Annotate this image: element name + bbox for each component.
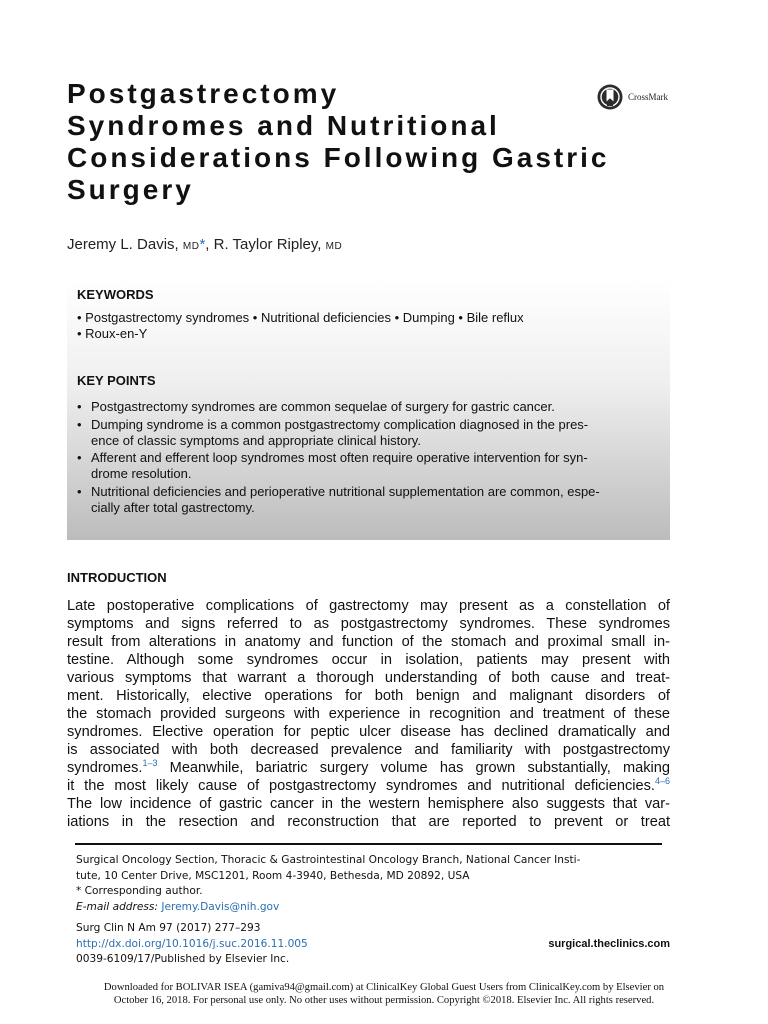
key-points-list — [77, 399, 657, 517]
body-line — [67, 759, 670, 777]
body-line: syndromes. Elective operation for peptic ulcer disease has declined dramatically and — [67, 724, 670, 740]
body-line: Late postoperative complications of gastrectomy may present as a constellation of — [67, 598, 670, 614]
citation-ref-link[interactable]: 1–3 — [142, 758, 158, 769]
corresponding-author-mark[interactable]: * — [199, 236, 206, 253]
body-line: symptoms and signs referred to as postgastrectomy syndromes. These syndromes — [67, 616, 670, 632]
crossmark-badge[interactable] — [597, 84, 668, 110]
keywords-list — [77, 310, 524, 342]
keywords-line: • Roux-en-Y — [77, 326, 148, 341]
body-text-fragment: it the most likely cause of postgastrectomy syndromes and nutritional deficiencies. — [67, 778, 655, 794]
footnote-divider — [75, 843, 662, 845]
body-line: result from alterations in anatomy and function of the stomach and proximal small in- — [67, 634, 670, 650]
email-link[interactable]: Jeremy.Davis@nih.gov — [161, 900, 280, 913]
crossmark-icon — [597, 84, 623, 110]
title-line: Considerations Following Gastric — [67, 142, 610, 173]
key-point-text: • Postgastrectomy syndromes are common sequelae of surgery for gastric cancer. — [91, 399, 555, 414]
introduction-body — [67, 597, 670, 831]
introduction-heading: INTRODUCTION — [67, 570, 167, 585]
author-name: Jeremy L. Davis, — [67, 236, 179, 253]
key-point-item — [77, 417, 657, 449]
body-line: various symptoms that warrant a thorough understanding of both cause and treat- — [67, 670, 670, 686]
journal-citation: Surg Clin N Am 97 (2017) 277–293 — [76, 922, 261, 934]
article-title — [67, 78, 687, 206]
key-point-item — [77, 450, 657, 482]
key-points-heading: KEY POINTS — [77, 373, 156, 388]
body-line: is associated with both decreased prevalence and familiarity with postgastrectomy — [67, 742, 670, 758]
download-notice — [0, 982, 768, 1007]
citation-ref-link[interactable]: 4–6 — [654, 776, 670, 787]
author-name: R. Taylor Ripley, — [213, 236, 322, 253]
title-line: Postgastrectomy — [67, 78, 340, 109]
body-text-fragment: Meanwhile, bariatric surgery volume has grown substantially, making — [157, 760, 670, 776]
body-line: iations in the resection and reconstruction that are reported to prevent or treat — [67, 814, 670, 830]
key-point-text: cially after total gastrectomy. — [91, 499, 255, 515]
footnote-block — [76, 853, 666, 968]
body-line: ment. Historically, elective operations for both benign and malignant disorders of — [67, 688, 670, 704]
key-point-item — [77, 484, 657, 516]
keywords-keypoints-box — [67, 280, 670, 540]
body-line: testine. Although some syndromes occur in isolation, patients may present with — [67, 652, 670, 668]
key-point-text: • Dumping syndrome is a common postgastrectomy complication diagnosed in the pres- — [91, 416, 589, 432]
crossmark-label: CrossMark — [628, 92, 668, 102]
title-line: Syndromes and Nutritional — [67, 110, 500, 141]
keywords-heading: KEYWORDS — [77, 287, 154, 302]
download-notice-line: October 16, 2018. For personal use only. No other uses without permission. Copyright ©2018. Elsevier Inc. All rights reserved. — [113, 994, 655, 1006]
key-point-text: • Afferent and efferent loop syndromes most often require operative intervention for syn- — [91, 450, 588, 465]
body-line — [67, 777, 670, 795]
corresponding-author-note: * Corresponding author. — [76, 885, 203, 897]
author-degree: MD — [182, 241, 200, 252]
keywords-line: • Postgastrectomy syndromes • Nutritional deficiencies • Dumping • Bile reflux — [77, 310, 524, 325]
body-line: the stomach provided surgeons with experience in recognition and treatment of these — [67, 706, 670, 722]
author-line: Jeremy L. Davis, MD*, R. Taylor Ripley, MD — [67, 236, 343, 253]
email-label: E-mail address: — [76, 900, 159, 913]
journal-website[interactable]: surgical.theclinics.com — [548, 938, 670, 950]
key-point-text: ence of classic symptoms and appropriate clinical history. — [91, 432, 421, 448]
author-degree: MD — [325, 241, 343, 252]
body-line: The low incidence of gastric cancer in the western hemisphere also suggests that var- — [67, 796, 670, 812]
affiliation-line: Surgical Oncology Section, Thoracic & Gastrointestinal Oncology Branch, National Cancer Insti- — [76, 854, 581, 866]
download-notice-line: Downloaded for BOLIVAR ISEA (gamiva94@gmail.com) at ClinicalKey Global Guest Users from ClinicalKey.com by Elsevier on — [103, 982, 665, 993]
affiliation-line: tute, 10 Center Drive, MSC1201, Room 4-3940, Bethesda, MD 20892, USA — [76, 869, 470, 882]
issn-line: 0039-6109/17/Published by Elsevier Inc. — [76, 953, 290, 965]
key-point-text: drome resolution. — [91, 466, 192, 481]
title-line: Surgery — [67, 174, 194, 205]
key-point-text: • Nutritional deficiencies and perioperative nutritional supplementation are common, espe- — [91, 483, 600, 499]
body-text-fragment: syndromes. — [67, 760, 143, 776]
email-line — [76, 900, 666, 916]
doi-link[interactable]: http://dx.doi.org/10.1016/j.suc.2016.11.005 — [76, 937, 308, 950]
key-point-item — [77, 399, 657, 415]
